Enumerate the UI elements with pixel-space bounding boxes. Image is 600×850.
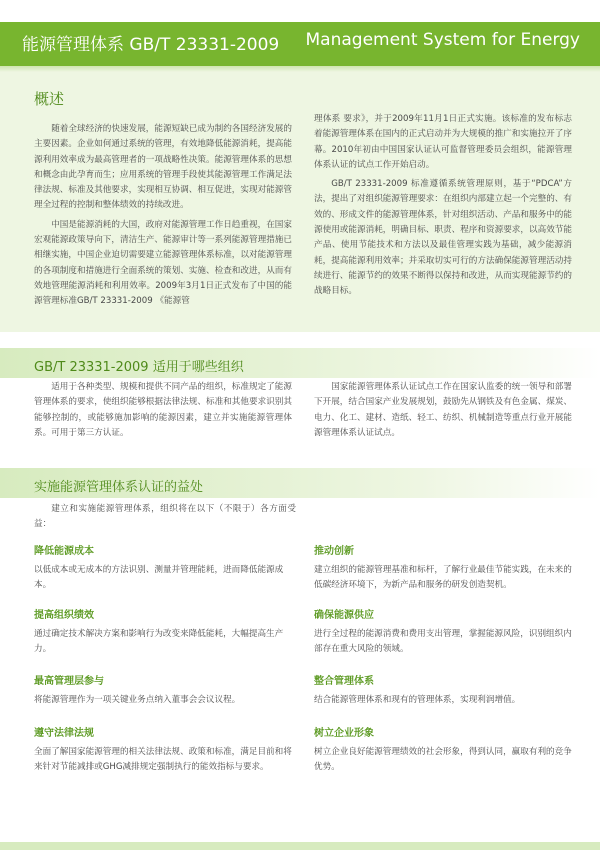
benefit-title: 最高管理层参与: [34, 676, 104, 687]
footer-band: [0, 842, 600, 850]
overview-paragraph: 中国是能源消耗的大国，政府对能源管理工作日趋重视，在国家宏观能源政策导向下，清洁生产、能源审计等一系列能源管理措施已相继实施，中国企业迫切需要建立能源管理体系标准，以对能源管理的各项制度和措施进行全面系统的策划、实施、检查和改进，从而有效地管理能源消耗和利用效率。2009年3月1日正式发布了中国的能源管理标准GB/T 23331-2009 《能源管: [34, 219, 292, 307]
overview-paragraph: 理体系 要求》，并于2009年11月1日正式实施。该标准的发布标志着能源管理体系在国内的正式启动并为大规模的推广和实施拉开了序幕。2010年初由中国国家认证认可监督管理委员会组织，能源管理体系认证的试点工作开始启动。: [314, 114, 572, 170]
overview-right-column: [314, 112, 572, 304]
benefit-item: [314, 542, 576, 594]
applicability-paragraph: 适用于各种类型、规模和提供不同产品的组织，标准规定了能源管理体系的要求，使组织能够根据法律法规、标准和其他要求识别其能够控制的，或能够施加影响的能源因素，建立并实施能源管理体系。可用于第三方认证。: [34, 382, 292, 438]
benefit-text: 通过确定技术解决方案和影响行为改变来降低能耗，大幅提高生产力。: [34, 629, 284, 655]
overview-paragraph: GB/T 23331-2009 标准遵循系统管理原则，基于“PDCA”方法，提出了对组织能源管理要求：在组织内部建立起一个完整的、有效的、形成文件的能源管理体系，针对组织活动、产品和服务中的能源使用或能源消耗，明确目标、职责、程序和资源要求，以高效节能产品、使用节能技术和方法以及最佳管理实践为基础，减少能源消耗，提高能源利用效率；并采取切实可行的方法确保能源管理活动持续进行、能源节约的效果不断得以保持和改进，从而实现能源节约的战略目标。: [314, 179, 572, 297]
applicability-left-text: [34, 380, 292, 441]
benefit-text: 将能源管理作为一项关键业务点纳入董事会会议议程。: [34, 695, 241, 705]
benefit-item: [314, 672, 576, 708]
benefit-title: 确保能源供应: [314, 610, 374, 621]
overview-heading: 概述: [34, 90, 65, 108]
benefit-title: 降低能源成本: [34, 546, 94, 557]
benefit-title: 树立企业形象: [314, 728, 374, 739]
applicability-heading: GB/T 23331-2009 适用于哪些组织: [34, 360, 244, 375]
benefits-intro: [34, 502, 296, 533]
top-margin: [0, 0, 600, 22]
page-title-cn: 能源管理体系 GB/T 23331-2009: [22, 35, 280, 55]
benefit-title: 推动创新: [314, 546, 354, 557]
overview-paragraph: 随着全球经济的快速发展，能源短缺已成为制约各国经济发展的主要因素。企业如何通过系统的管理，有效地降低能源消耗，提高能源利用效率成为最高管理者的一项战略性决策。能源管理体系的思想和概念由此孕育而生；应用系统的管理手段使其能源管理工作满足法律法规、标准及其他要求，实现相互协调、相互促进，实现对能源管理全过程的控制和整体绩效的持续改进。: [34, 124, 292, 211]
benefits-intro-text: 建立和实施能源管理体系，组织将在以下（不限于）各方面受益：: [34, 504, 296, 530]
benefit-item: [34, 606, 296, 658]
overview-section: [0, 72, 600, 332]
benefit-title: 整合管理体系: [314, 676, 374, 687]
benefit-item: [314, 606, 576, 658]
benefit-item: [314, 724, 576, 776]
benefit-item: [34, 724, 296, 776]
benefit-item: [34, 672, 296, 708]
benefit-title: 提高组织绩效: [34, 610, 94, 621]
benefit-text: 树立企业良好能源管理绩效的社会形象，得到认同，赢取有利的竞争优势。: [314, 747, 572, 773]
benefit-title: 遵守法律法规: [34, 728, 94, 739]
applicability-paragraph: 国家能源管理体系认证试点工作在国家认监委的统一领导和部署下开展，结合国家产业发展规划，鼓励先从钢铁及有色金属、煤炭、电力、化工、建材、造纸、轻工、纺织、机械制造等重点行业开展能源管理体系认证试点。: [314, 382, 572, 438]
benefits-heading: 实施能源管理体系认证的益处: [34, 480, 204, 495]
overview-left-column: [34, 122, 292, 314]
header-band: [0, 22, 600, 66]
benefit-text: 建立组织的能源管理基准和标杆，了解行业最佳节能实践，在未来的低碳经济环境下，为新产品和服务的研发创造契机。: [314, 565, 572, 591]
benefit-item: [34, 542, 296, 594]
benefit-text: 进行全过程的能源消费和费用支出管理，掌握能源风险，识别组织内部存在重大风险的领域。: [314, 629, 572, 655]
benefit-text: 结合能源管理体系和现有的管理体系，实现利润增值。: [314, 695, 521, 705]
benefit-text: 全面了解国家能源管理的相关法律法规、政策和标准，满足目前和将来针对节能减排或GHG减排规定强制执行的能效指标与要求。: [34, 747, 292, 773]
page-title-en: Management System for Energy: [305, 30, 580, 50]
benefit-text: 以低成本或无成本的方法识别、测量并管理能耗，进而降低能源成本。: [34, 565, 284, 591]
applicability-right-text: [314, 380, 572, 441]
